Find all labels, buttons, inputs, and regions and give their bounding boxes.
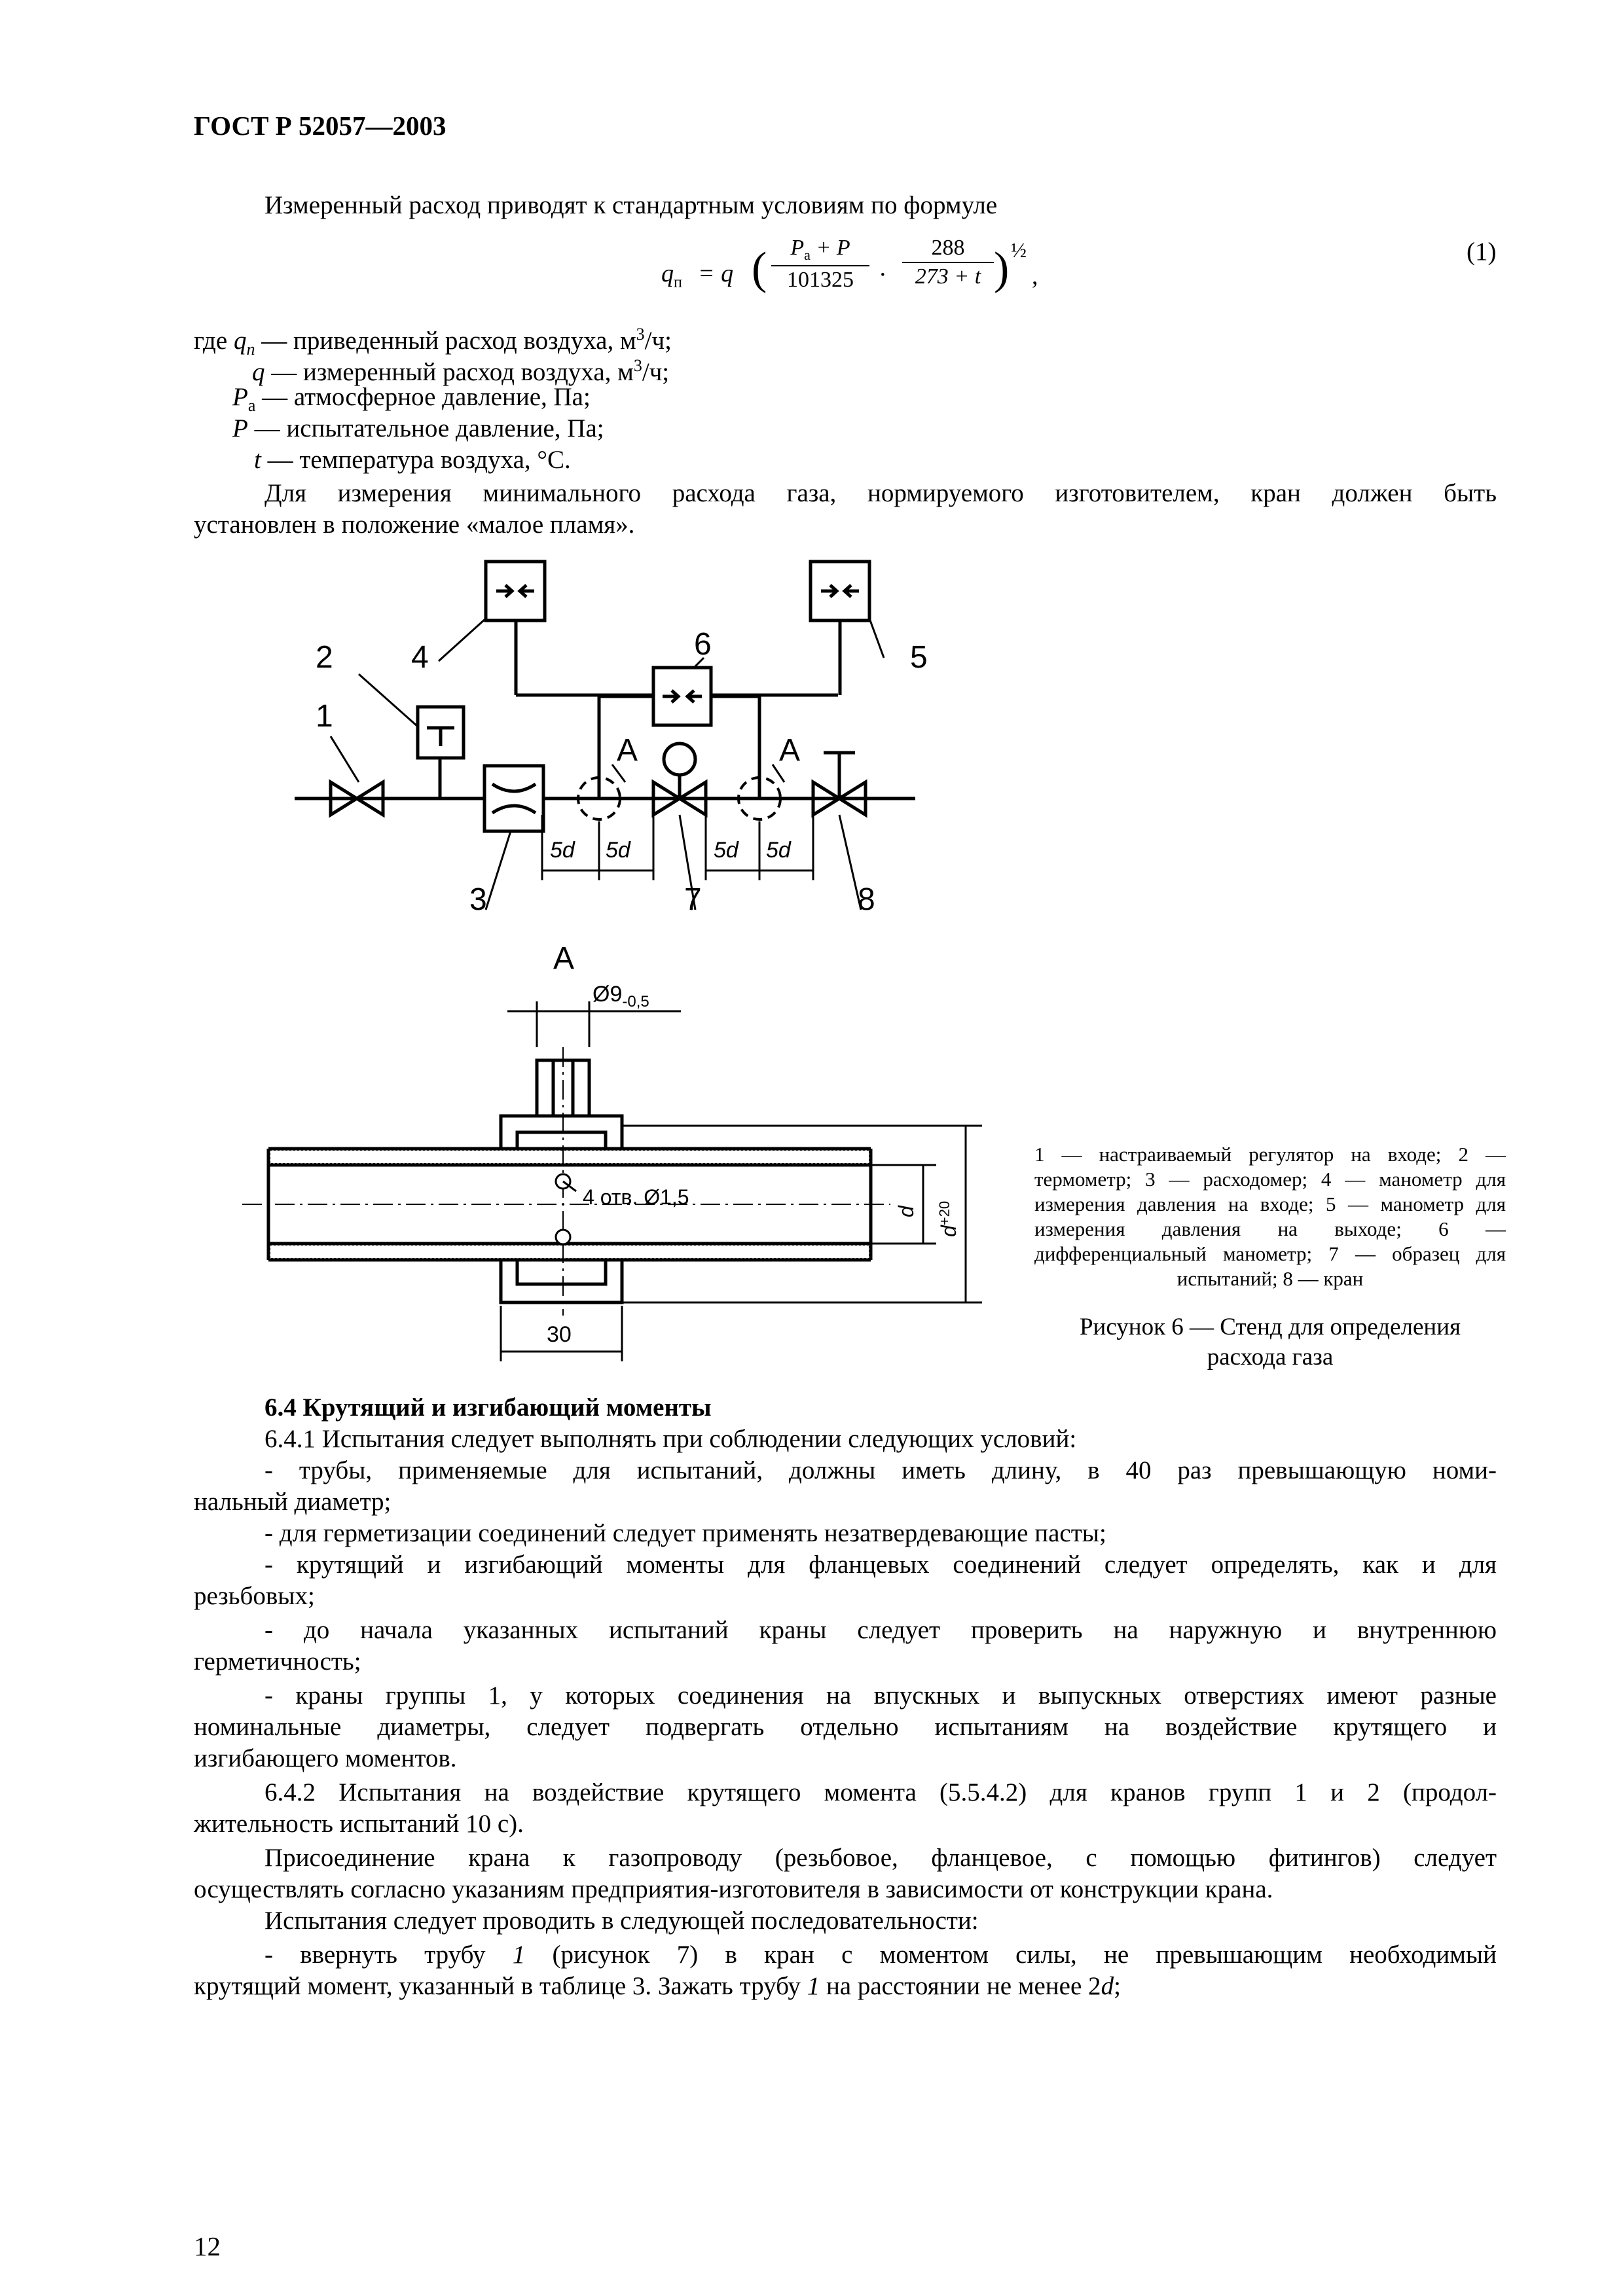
para-6-4-2-line1: 6.4.2 Испытания на воздействие крутящего момента (5.5.4.2) для кранов групп 1 и 2 (продол- <box>264 1778 1497 1806</box>
bullet-5-line2: номинальные диаметры, следует подвергать отдельно испытаниям на воздействие крутящего и <box>194 1713 1497 1741</box>
label-3: 3 <box>469 882 487 917</box>
definition-qp: где $q_п$ — приведенный расход воздуха, $м^3/ч$; <box>194 325 672 359</box>
bullet-1-line2: нальный диаметр; <box>194 1488 392 1516</box>
dim-d: d <box>894 1206 918 1217</box>
definition-p: P — испытательное давление, Па; <box>232 414 604 442</box>
dim-5d-4: 5d <box>766 838 791 863</box>
figure-6-caption: Рисунок 6 — Стенд для определения расхода газа <box>1079 1314 1461 1371</box>
label-1: 1 <box>316 699 333 734</box>
differential-manometer-symbol <box>653 668 711 725</box>
page-number: 12 <box>194 2231 221 2261</box>
detail-marker-a-2: А <box>779 733 801 768</box>
definition-pa: $P_а$ — атмосферное давление, Па; <box>232 383 591 415</box>
formula-comma: , <box>1032 262 1038 290</box>
formula-paren-close: ) <box>994 243 1010 294</box>
formula-number: (1) <box>1467 238 1497 266</box>
para-min-flow-line1: Для измерения минимального расхода газа, нормируемого изготовителем, кран должен быть <box>264 479 1497 507</box>
flowmeter-symbol <box>484 766 543 831</box>
document-header: ГОСТ Р 52057—2003 <box>194 111 447 141</box>
label-4: 4 <box>411 640 429 675</box>
bullet-2: - для герметизации соединений следует применять незатвердевающие пасты; <box>264 1519 1106 1547</box>
formula-dot: · <box>879 261 887 289</box>
para-connection-line2: осуществлять согласно указаниям предприятия-изготовителя в зависимости от конструкции крана. <box>194 1875 1273 1903</box>
para-step1-line1: - ввернуть трубу 1 (рисунок 7) в кран с моментом силы, не превышающим необходимый <box>264 1941 1497 1969</box>
formula-lhs: $q_п$ <box>661 260 682 291</box>
definition-q: q — измеренный расход воздуха, $м^3/ч$; <box>252 356 670 386</box>
bullet-4-line2: герметичность; <box>194 1647 361 1676</box>
formula-fraction-2: 288 273 + t <box>902 236 994 289</box>
para-sequence: Испытания следует проводить в следующей последовательности: <box>264 1907 979 1935</box>
para-6-4-2-line2: жительность испытаний 10 с). <box>194 1810 524 1838</box>
bullet-1-line1: - трубы, применяемые для испытаний, должны иметь длину, в 40 раз превышающую номи- <box>264 1456 1497 1484</box>
bullet-4-line1: - до начала указанных испытаний краны следует проверить на наружную и внутреннюю <box>264 1616 1497 1644</box>
para-connection-line1: Присоединение крана к газопроводу (резьбовое, фланцевое, с помощью фитингов) следует <box>264 1844 1497 1872</box>
detail-a-title: А <box>553 941 575 976</box>
label-5: 5 <box>910 640 928 675</box>
bullet-5-line1: - краны группы 1, у которых соединения на впускных и выпускных отверстиях имеют разные <box>264 1681 1497 1710</box>
label-6: 6 <box>694 627 712 662</box>
label-8: 8 <box>858 882 875 917</box>
section-6-4-heading: 6.4 Крутящий и изгибающий моменты <box>264 1393 712 1422</box>
label-7: 7 <box>684 882 702 917</box>
label-2: 2 <box>316 640 333 675</box>
bullet-5-line3: изгибающего моментов. <box>194 1744 457 1772</box>
dim-5d-1: 5d <box>550 838 575 863</box>
bullet-3-line1: - крутящий и изгибающий моменты для фланцевых соединений следует определять, как и для <box>264 1551 1497 1579</box>
dim-d-plus-20: $d^{+20}$ <box>936 1200 960 1237</box>
dim-diameter-9: $Ø9_{-0,5}$ <box>593 982 649 1011</box>
outlet-manometer-symbol <box>811 562 869 620</box>
dim-holes: 4 отв. Ø1,5 <box>583 1185 689 1209</box>
formula-power: ½ <box>1011 238 1027 262</box>
formula-eq: = q <box>698 260 734 287</box>
formula-fraction-1: $P_а + P$ 101325 <box>771 236 869 293</box>
para-6-4-1: 6.4.1 Испытания следует выполнять при соблюдении следующих условий: <box>264 1425 1077 1453</box>
para-step1-line2: крутящий момент, указанный в таблице 3. Зажать трубу 1 на расстоянии не менее 2d; <box>194 1972 1121 2000</box>
para-min-flow-line2: установлен в положение «малое пламя». <box>194 511 635 539</box>
bullet-3-line2: резьбовых; <box>194 1582 315 1610</box>
formula-paren-open: ( <box>752 243 767 294</box>
inlet-manometer-symbol <box>486 562 545 620</box>
dim-5d-3: 5d <box>714 838 739 863</box>
formula-lead-text: Измеренный расход приводят к стандартным условиям по формуле <box>264 191 998 219</box>
dim-5d-2: 5d <box>606 838 630 863</box>
detail-marker-a-1: А <box>617 733 638 768</box>
figure-6-legend: 1 — настраиваемый регулятор на входе; 2 — термометр; 3 — расходомер; 4 — манометр для измерения давления на входе; 5 — манометр для измерения давления на выходе; 6 — дифференциальный манометр; 7 — образец для испытаний; 8 — кран <box>1034 1143 1506 1290</box>
dim-30: 30 <box>547 1322 572 1347</box>
definition-t: t — температура воздуха, °С. <box>254 446 571 474</box>
